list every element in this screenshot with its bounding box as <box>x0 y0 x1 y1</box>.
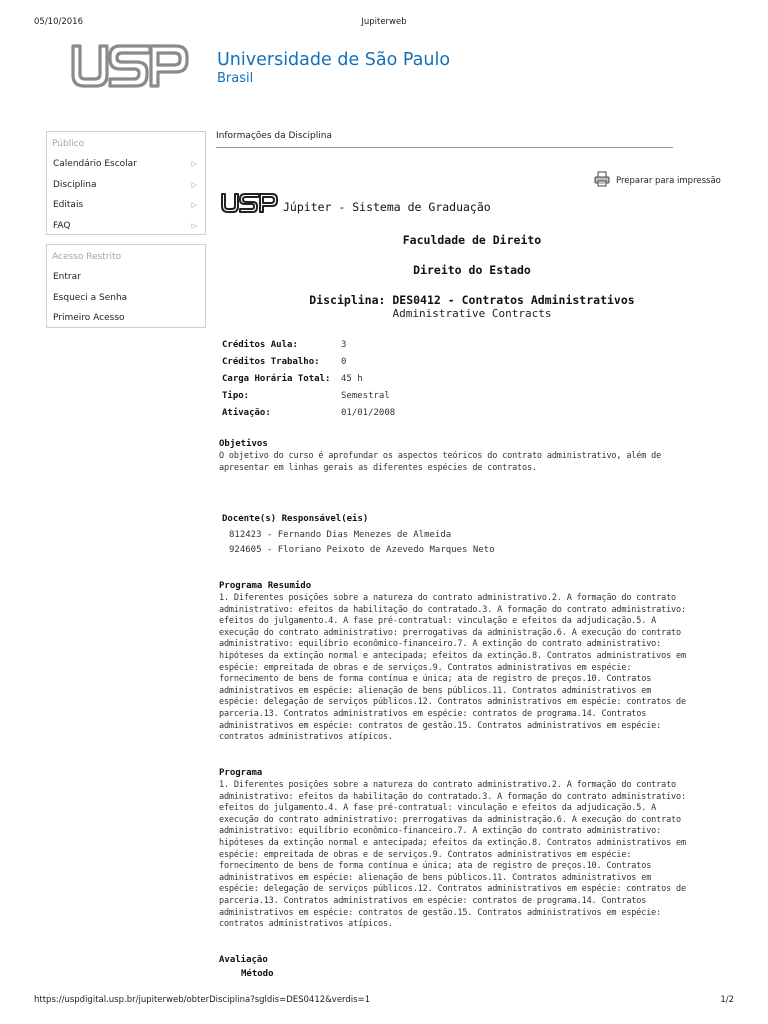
sidebar-item-editais[interactable] <box>47 195 205 216</box>
sidebar-item-label: Esqueci a Senha <box>53 292 128 303</box>
printer-icon <box>594 171 610 187</box>
discipline-title: Disciplina: DES0412 - Contratos Administrativos <box>309 293 635 307</box>
sidebar-item-label: Primeiro Acesso <box>53 313 125 323</box>
info-label: Créditos Trabalho: <box>222 357 320 367</box>
programa-resumido-title: Programa Resumido <box>219 581 312 591</box>
university-name[interactable]: Universidade de São Paulo <box>217 50 451 70</box>
sidebar-item-label: Entrar <box>53 272 81 282</box>
usp-small-logo <box>221 192 279 214</box>
sidebar-item-calendario-escolar[interactable] <box>47 154 205 175</box>
usp-small-logo-graphic <box>221 192 279 214</box>
docente-item: 924605 - Floriano Peixoto de Azevedo Marques Neto <box>229 545 495 555</box>
avaliacao-title: Avaliação <box>219 955 268 965</box>
print-label: Preparar para impressão <box>616 176 721 186</box>
print-page-title: Jupiterweb <box>361 17 407 27</box>
info-value: Semestral <box>341 391 390 401</box>
print-url: https://uspdigital.usp.br/jupiterweb/obterDisciplina?sgldis=DES0412&verdis=1 <box>34 995 371 1005</box>
sidebar-item-esqueci-senha[interactable] <box>47 288 205 309</box>
sidebar-public-title: Público <box>52 139 85 149</box>
programa-title: Programa <box>219 768 263 778</box>
print-footer <box>34 995 734 1007</box>
university-country: Brasil <box>217 71 254 86</box>
sidebar-item-label: FAQ <box>53 220 71 231</box>
sidebar-public-menu <box>46 131 206 235</box>
info-value: 45 h <box>341 374 363 384</box>
usp-logo[interactable] <box>70 42 190 92</box>
section-title: Informações da Disciplina <box>216 131 332 141</box>
sidebar-item-entrar[interactable] <box>47 267 205 288</box>
submenu-arrow-icon: ▷ <box>191 201 197 209</box>
objetivos-text: O objetivo do curso é aprofundar os aspectos teóricos do contrato administrativo, além de apresentar em linhas gerais as diferentes espécies de contratos. <box>219 451 662 473</box>
faculty-name: Faculdade de Direito <box>402 233 542 247</box>
department-name: Direito do Estado <box>413 263 531 277</box>
programa-resumido-text: 1. Diferentes posições sobre a natureza do contrato administrativo.2. A formação do contrato administrativo: efeitos da habilitação do contratado.3. A formação do contrato administrativo: efeitos do julgamento.4. A fase pré-contratual: vinculação e efeitos da adjudicação.5. A execução do contrato administrativo: prerrogativas da administração.6. A execução do contrato administrativo: equilíbrio econômico-financeiro.7. A extinção do contrato administrativo: hipóteses da extinção normal e antecipada; efeitos da extinção.8. Contratos administrativos em espécie: empreitada de obras e de serviços.9. Contratos administrativos em espécie: fornecimento de bens de forma contínua e única; ata de registro de preços.10. Contratos administrativos em espécie: alienação de bens públicos.11. Contratos administrativos em espécie: delegação de serviços públicos.12. Contratos administrativos em espécie: contratos de parceria.13. Contratos administrativos em espécie: contratos de programa.14. Contratos administrativos em espécie: contratos de gestão.15. Contratos administrativos em espécie: contratos administrativos atípicos. <box>219 593 686 743</box>
info-label: Ativação: <box>222 408 271 418</box>
programa-text: 1. Diferentes posições sobre a natureza do contrato administrativo.2. A formação do contrato administrativo: efeitos da habilitação do contratado.3. A formação do contrato administrativo: efeitos do julgamento.4. A fase pré-contratual: vinculação e efeitos da adjudicação.5. A execução do contrato administrativo: prerrogativas da administração.6. A execução do contrato administrativo: equilíbrio econômico-financeiro.7. A extinção do contrato administrativo: hipóteses da extinção normal e antecipada; efeitos da extinção.8. Contratos administrativos em espécie: empreitada de obras e de serviços.9. Contratos administrativos em espécie: fornecimento de bens de forma contínua e única; ata de registro de preços.10. Contratos administrativos em espécie: alienação de bens públicos.11. Contratos administrativos em espécie: delegação de serviços públicos.12. Contratos administrativos em espécie: contratos de parceria.13. Contratos administrativos em espécie: contratos de programa.14. Contratos administrativos em espécie: contratos de gestão.15. Contratos administrativos em espécie: contratos administrativos atípicos. <box>219 780 686 930</box>
usp-logo-graphic <box>70 42 190 92</box>
info-value: 0 <box>341 357 347 367</box>
sidebar-item-primeiro-acesso[interactable] <box>47 308 205 329</box>
docente-item: 812423 - Fernando Dias Menezes de Almeida <box>229 530 452 540</box>
sidebar-item-label: Calendário Escolar <box>53 159 137 169</box>
info-label: Tipo: <box>222 391 250 401</box>
sidebar-restricted-title: Acesso Restrito <box>52 252 122 262</box>
info-value: 01/01/2008 <box>341 408 396 418</box>
section-divider <box>216 147 673 148</box>
info-label: Carga Horária Total: <box>222 374 331 384</box>
print-page-number: 1/2 <box>720 995 734 1005</box>
sidebar-item-label: Disciplina <box>53 179 97 190</box>
submenu-arrow-icon: ▷ <box>191 180 197 189</box>
system-name: Júpiter - Sistema de Graduação <box>283 200 491 214</box>
submenu-arrow-icon: ▷ <box>191 221 197 230</box>
sidebar-item-label: Editais <box>53 200 84 210</box>
submenu-arrow-icon: ▷ <box>191 160 197 168</box>
sidebar-restricted-menu <box>46 244 206 328</box>
docentes-title: Docente(s) Responsável(eis) <box>222 514 369 524</box>
sidebar-item-faq[interactable] <box>47 216 205 237</box>
objetivos-title: Objetivos <box>219 439 268 449</box>
avaliacao-metodo: Método <box>241 969 274 979</box>
info-label: Créditos Aula: <box>222 340 298 350</box>
info-value: 3 <box>341 340 347 350</box>
print-header <box>34 17 734 29</box>
discipline-english-title: Administrative Contracts <box>392 307 552 320</box>
sidebar-item-disciplina[interactable] <box>47 175 205 196</box>
print-date: 05/10/2016 <box>34 17 83 27</box>
